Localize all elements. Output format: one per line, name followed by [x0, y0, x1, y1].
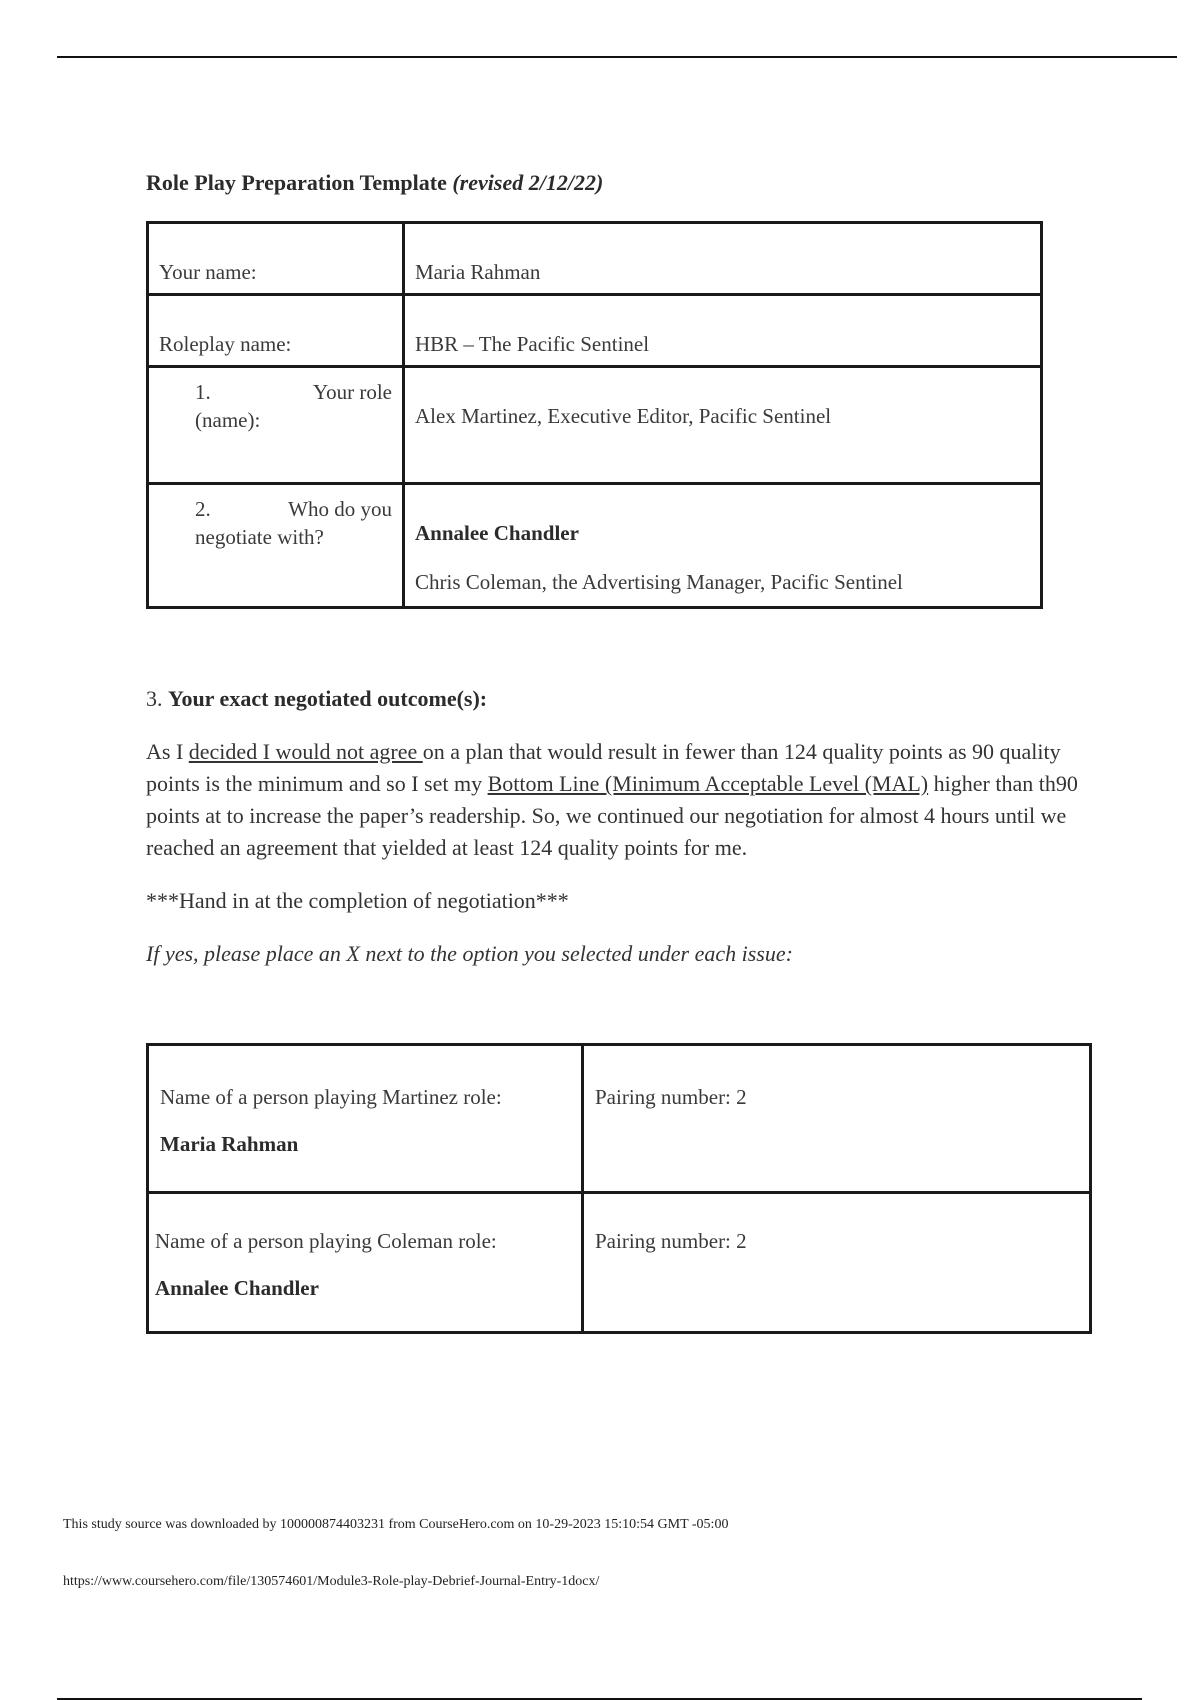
who-label-num: 2. [195, 497, 211, 521]
your-name-label: Your name: [159, 260, 257, 284]
title-revised: (revised 2/12/22) [452, 170, 604, 195]
coleman-content [150, 1195, 580, 1301]
pairing-row-coleman [148, 1193, 1091, 1333]
info-row-who [148, 484, 1042, 608]
coleman-pairing-cell [583, 1193, 1091, 1333]
your-role-label-cell [148, 367, 404, 484]
top-rule [57, 56, 1177, 58]
who-label-text-b: negotiate with? [195, 525, 324, 549]
roleplay-name-value: HBR – The Pacific Sentinel [415, 332, 650, 356]
para-mid: on a plan that would result in fewer than 124 quality points as 90 quality points is the minimum and so I set my [146, 739, 1061, 796]
footer-source-url[interactable]: https://www.coursehero.com/file/130574601/Module3-Role-play-Debrief-Journal-Entry-1docx/ [63, 1574, 600, 1589]
who-label [159, 485, 392, 551]
pairing-table [146, 1043, 1092, 1334]
para-start: As I [146, 739, 189, 764]
who-value-role: Chris Coleman, the Advertising Manager, Pacific Sentinel [415, 570, 903, 594]
martinez-content [150, 1047, 580, 1157]
martinez-label: Name of a person playing Martinez role: [160, 1085, 502, 1109]
your-name-value: Maria Rahman [415, 260, 541, 284]
page-title [146, 170, 603, 196]
footer-download-notice: This study source was downloaded by 100000874403231 from CourseHero.com on 10-29-2023 15:10:54 GMT -05:00 [63, 1517, 729, 1532]
martinez-cell [148, 1045, 583, 1193]
roleplay-name-label-cell [148, 295, 404, 367]
para-underline-decided: decided I would not agree [188, 739, 423, 764]
section-3-heading [146, 686, 487, 712]
info-row-your-name [148, 223, 1042, 295]
info-table [146, 221, 1043, 609]
your-role-label [159, 368, 392, 434]
your-role-label-text-b: (name): [195, 408, 261, 432]
if-yes-note: If yes, please place an X next to the option you selected under each issue: [146, 941, 793, 966]
para-underline-bottom-line: Bottom Line (Minimum Acceptable Level (MAL) [487, 771, 929, 796]
who-label-cell [148, 484, 404, 608]
coleman-label: Name of a person playing Coleman role: [155, 1229, 497, 1253]
coleman-cell [148, 1193, 583, 1333]
who-label-line1 [195, 495, 392, 523]
who-value-cell [404, 484, 1042, 608]
your-role-value-cell [404, 367, 1042, 484]
para-end: higher than th90 points at to increase the paper’s readership. So, we continued our negotiation for almost 4 hours until we reached an agreement that yielded at least 124 quality points for me. [146, 771, 1078, 860]
outcome-paragraph [146, 736, 1096, 864]
coleman-pairing: Pairing number: 2 [595, 1229, 747, 1253]
roleplay-name-label: Roleplay name: [159, 332, 292, 356]
section-3-number: 3. [146, 686, 163, 711]
hand-in-note: ***Hand in at the completion of negotiation*** [146, 888, 569, 913]
coleman-name: Annalee Chandler [155, 1276, 319, 1300]
section-3-title: Your exact negotiated outcome(s): [168, 686, 488, 711]
who-value-name: Annalee Chandler [415, 521, 579, 545]
info-row-roleplay-name [148, 295, 1042, 367]
your-name-value-cell [404, 223, 1042, 295]
your-role-label-line1 [195, 378, 392, 406]
pairing-row-martinez [148, 1045, 1091, 1193]
martinez-pairing-cell [583, 1045, 1091, 1193]
martinez-pairing: Pairing number: 2 [595, 1085, 747, 1109]
your-name-label-cell [148, 223, 404, 295]
your-role-label-num: 1. [195, 380, 211, 404]
your-role-label-text-a: Your role [313, 380, 392, 404]
info-row-your-role [148, 367, 1042, 484]
title-main: Role Play Preparation Template [146, 170, 447, 195]
your-role-value: Alex Martinez, Executive Editor, Pacific Sentinel [415, 404, 832, 428]
roleplay-name-value-cell [404, 295, 1042, 367]
martinez-name: Maria Rahman [160, 1132, 299, 1156]
who-label-text-a: Who do you [288, 497, 392, 521]
